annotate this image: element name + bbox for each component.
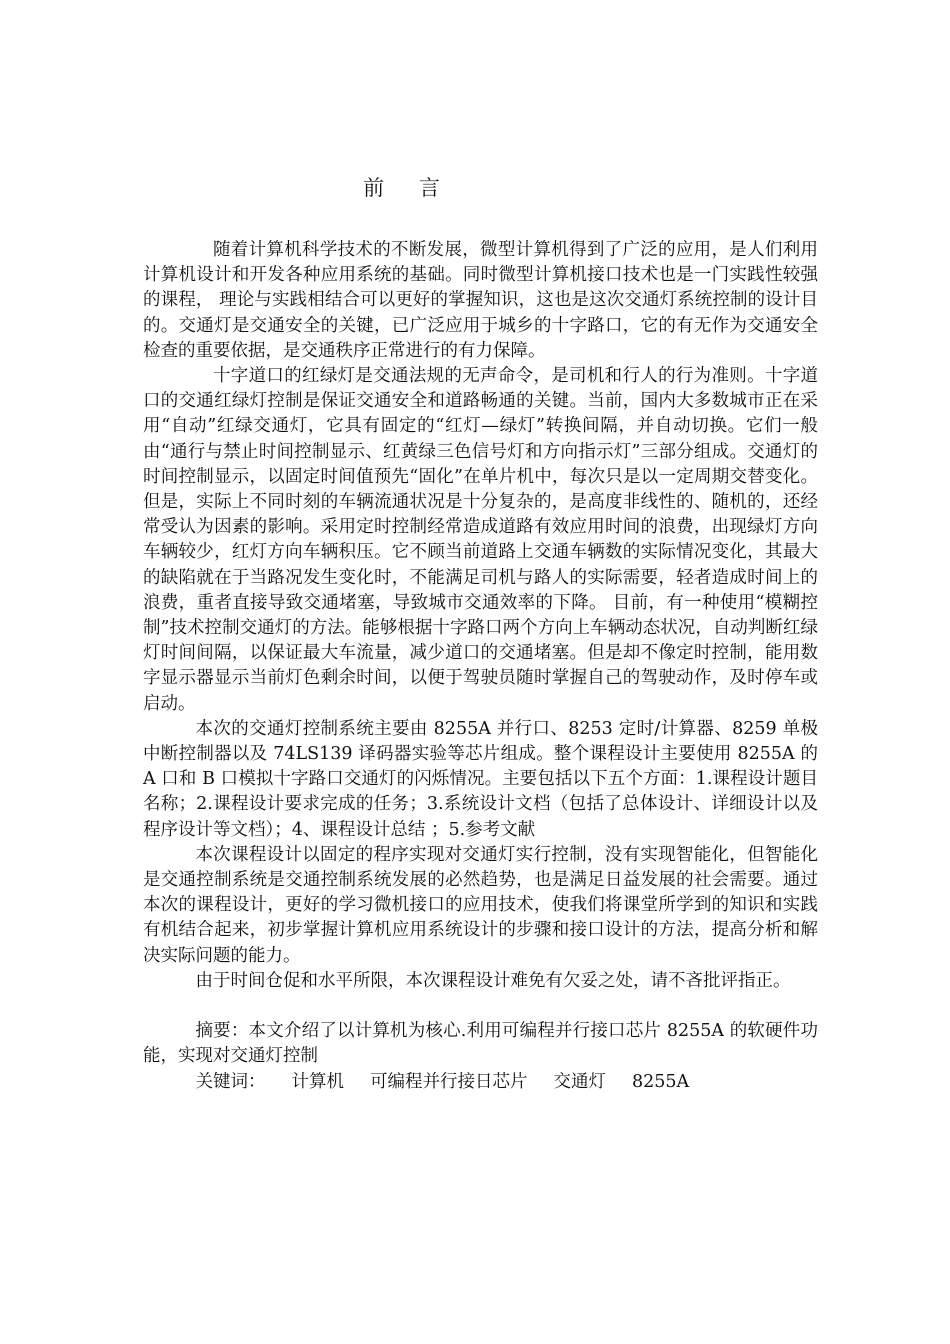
keyword-item: 计算机 xyxy=(291,1071,344,1092)
abstract: 摘要：本文介绍了以计算机为核心.利用可编程并行接口芯片 8255A 的软硬件功能，实现对交通灯控制 xyxy=(143,1021,818,1067)
paragraph-traffic-lights: 十字道口的红绿灯是交通法规的无声命令，是司机和行人的行为准则。十字道口的交通红绿灯控制是保证交通安全和道路畅通的关键。当前，国内大多数城市正在采用“自动”红绿交通灯，它具有固定的“红灯—绿灯”转换间隔，并自动切换。它们一般由“通行与禁止时间控制显示、红黄绿三色信号灯和方向指示灯”三部分组成。交通灯的时间控制显示，以固定时间值预先“固化”在单片机中，每次只是以一定周期交替变化。但是，实际上不同时刻的车辆流通状况是十分复杂的，是高度非线性的、随机的，还经常受认为因素的影响。采用定时控制经常造成道路有效应用时间的浪费，出现绿灯方向车辆较少，红灯方向车辆积压。它不顾当前道路上交通车辆数的实际情况变化，其最大的缺陷就在于当路况发生变化时，不能满足司机与路人的实际需要，轻者造成时间上的浪费，重者直接导致交通堵塞，导致城市交通效率的下降。 目前，有一种使用“模糊控制”技术控制交通灯的方法。能够根据十字路口两个方向上车辆动态状况，自动判断红绿灯时间间隔，以保证最大车流量，减少道口的交通堵塞。但是却不像定时控制，能用数字显示器显示当前灯色剩余时间，以便于驾驶员随时掌握自己的驾驶动作，及时停车或启动。 xyxy=(143,366,818,714)
keywords-row xyxy=(143,1070,818,1095)
keyword-item: 可编程并行接日芯片 xyxy=(370,1071,528,1092)
keywords-label: 关键词： xyxy=(195,1071,266,1092)
document-body xyxy=(143,238,818,1095)
spacer xyxy=(143,994,818,1019)
paragraph-design-summary: 本次课程设计以固定的程序实现对交通灯实行控制，没有实现智能化，但智能化是交通控制系统是交通控制系统发展的必然趋势，也是满足日益发展的社会需要。通过本次的课程设计，更好的学习微机接口的应用技术，使我们将课堂所学到的知识和实践有机结合起来，初步掌握计算机应用系统设计的步骤和接口设计的方法，提高分析和解决实际问题的能力。 xyxy=(143,844,818,966)
paragraph-closing: 由于时间仓促和水平所限，本次课程设计难免有欠妥之处，请不吝批评指正。 xyxy=(195,970,791,991)
keyword-item: 交通灯 xyxy=(553,1071,606,1092)
paragraph-system-components: 本次的交通灯控制系统主要由 8255A 并行口、8253 定时/计算器、8259 单极中断控制器以及 74LS139 译码器实验等芯片组成。整个课程设计主要使用 8255A 的 A 口和 B 口模拟十字路口交通灯的闪烁情况。主要包括以下五个方面：1.课程设计题目名称；2.课程设计要求完成的任务；3.系统设计文档（包括了总体设计、详细设计以及程序设计等文档）；4、课程设计总结 ；5.参考文献 xyxy=(143,718,818,840)
keyword-item: 8255A xyxy=(632,1071,690,1092)
page-title: 前 言 xyxy=(363,176,454,200)
paragraph-intro: 随着计算机科学技术的不断发展，微型计算机得到了广泛的应用，是人们利用计算机设计和开发各种应用系统的基础。同时微型计算机接口技术也是一门实践性较强的课程， 理论与实践相结合可以更好的掌握知识，这也是这次交通灯系统控制的设计目的。交通灯是交通安全的关键，已广泛应用于城乡的十字路口，它的有无作为交通安全检查的重要依据，是交通秩序正常进行的有力保障。 xyxy=(143,240,818,361)
